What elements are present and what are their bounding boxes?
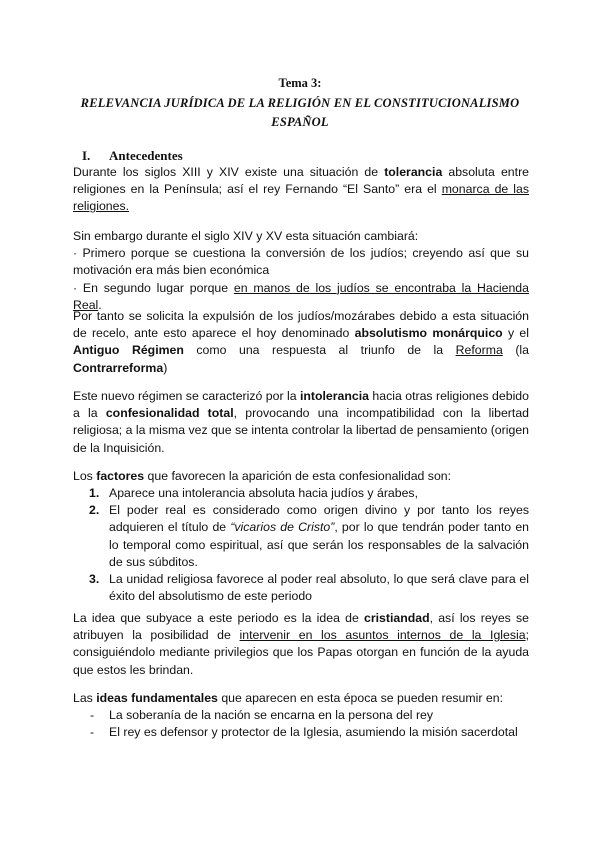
text: que aparecen en esta época se pueden resumir en:	[217, 691, 503, 705]
text: (la	[502, 343, 529, 358]
text: Por tanto se solicita la expulsión de los judíos/mozárabes debido a esta situación de recelo, ante esto aparece el hoy denominado	[73, 309, 529, 341]
paragraph-tolerance	[73, 164, 529, 216]
text: · En segundo lugar porque	[73, 280, 234, 295]
text: .	[98, 297, 102, 312]
list-item	[73, 485, 529, 502]
list-number: 1.	[89, 486, 100, 500]
paragraph-expulsion	[73, 308, 529, 377]
list-item	[73, 502, 529, 571]
paragraph-factors-intro	[73, 468, 529, 485]
text: Durante los siglos XIII y XIV existe una situación de	[73, 165, 385, 179]
paragraph-change	[73, 228, 529, 314]
paragraph-regime	[73, 388, 529, 457]
list-text: Aparece una intolerancia absoluta hacia judíos y árabes,	[109, 486, 418, 500]
bullet-item: · Primero porque se cuestiona la conversión de los judíos; creyendo así que su motivación era más bien económica	[73, 246, 529, 278]
text: y el	[502, 326, 529, 341]
text: , provocando una incompatibilidad con la libertad religiosa; a la misma vez que se intenta controlar la libertad de pensamiento (origen de la Inquisición.	[73, 406, 530, 455]
section-heading	[82, 148, 183, 164]
dash-bullet: -	[90, 708, 95, 722]
text: ; consiguiéndolo mediante privilegios que los Papas otorgan en función de la ayuda que estos les brindan.	[73, 628, 529, 677]
paragraph-intro: Sin embargo durante el siglo XIV y XV esta situación cambiará:	[73, 229, 419, 243]
text: absoluta entre religiones en la Península; así el rey Fernando “El Santo” era el	[73, 165, 530, 197]
bold-term: ideas fundamentales	[96, 691, 218, 705]
underlined-text: monarca de las religiones.	[73, 182, 529, 214]
bold-term: confesionalidad total	[105, 406, 234, 421]
underlined-text: Reforma	[455, 343, 503, 358]
text: como una respuesta al triunfo de la	[183, 343, 456, 358]
dash-bullet: -	[90, 725, 95, 740]
list-item	[73, 707, 533, 724]
underlined-text: en manos de los judíos se encontraba la Hacienda Real	[73, 280, 529, 312]
factors-list	[73, 485, 529, 605]
paragraph-ideas-intro	[73, 690, 529, 707]
bold-term: factores	[96, 469, 145, 483]
list-text: El rey es defensor y protector de la Iglesia, asumiendo la misión sacerdotal	[109, 725, 518, 740]
list-text: La unidad religiosa favorece al poder real absoluto, lo que será clave para el éxito del absolutismo de este periodo	[109, 572, 529, 604]
italic-text: “vicarios de Cristo”	[230, 520, 335, 535]
ideas-list	[73, 707, 533, 741]
list-text: El poder real es considerado como origen divino y por tanto los reyes adquieren el título de	[109, 503, 529, 535]
text: que favorecen la aparición de esta confesionalidad son:	[144, 469, 452, 483]
list-item	[73, 571, 529, 605]
underlined-text: intervenir en los asuntos internos de la Iglesia	[239, 628, 526, 643]
section-title: Antecedentes	[109, 148, 183, 163]
bold-term: Contrarreforma	[73, 360, 164, 375]
list-item	[73, 724, 533, 741]
list-text: , por lo que tendrán poder tanto en lo temporal como espiritual, así que serán los responsables de la salvación de sus súbditos.	[109, 520, 529, 569]
list-number: 3.	[89, 572, 100, 587]
bold-term: cristiandad	[364, 611, 430, 625]
list-number: 2.	[89, 503, 100, 518]
bold-term: absolutismo monárquico	[354, 326, 503, 341]
text: Las	[73, 691, 97, 705]
bold-term: intolerancia	[299, 389, 369, 403]
text: La idea que subyace a este periodo es la idea de	[73, 611, 364, 625]
title-line-1: RELEVANCIA JURÍDICA DE LA RELIGIÓN EN EL CONSTITUCIONALISMO	[80, 96, 520, 110]
text: , así los reyes se atribuyen la posibilidad de	[73, 611, 529, 643]
list-text: La soberanía de la nación se encarna en la persona del rey	[109, 708, 434, 722]
topic-heading: Tema 3:	[278, 76, 322, 90]
title-line-2: ESPAÑOL	[271, 115, 329, 129]
bold-term: Antiguo Régimen	[73, 343, 184, 358]
section-number: I.	[82, 148, 91, 163]
text: Este nuevo régimen se caracterizó por la	[73, 389, 300, 403]
bold-term: tolerancia	[384, 165, 443, 179]
paragraph-cristiandad	[73, 610, 529, 679]
text: hacia otras religiones debido a la	[73, 389, 529, 421]
text: )	[163, 360, 168, 375]
document-title	[60, 94, 540, 132]
text: Los	[73, 469, 97, 483]
